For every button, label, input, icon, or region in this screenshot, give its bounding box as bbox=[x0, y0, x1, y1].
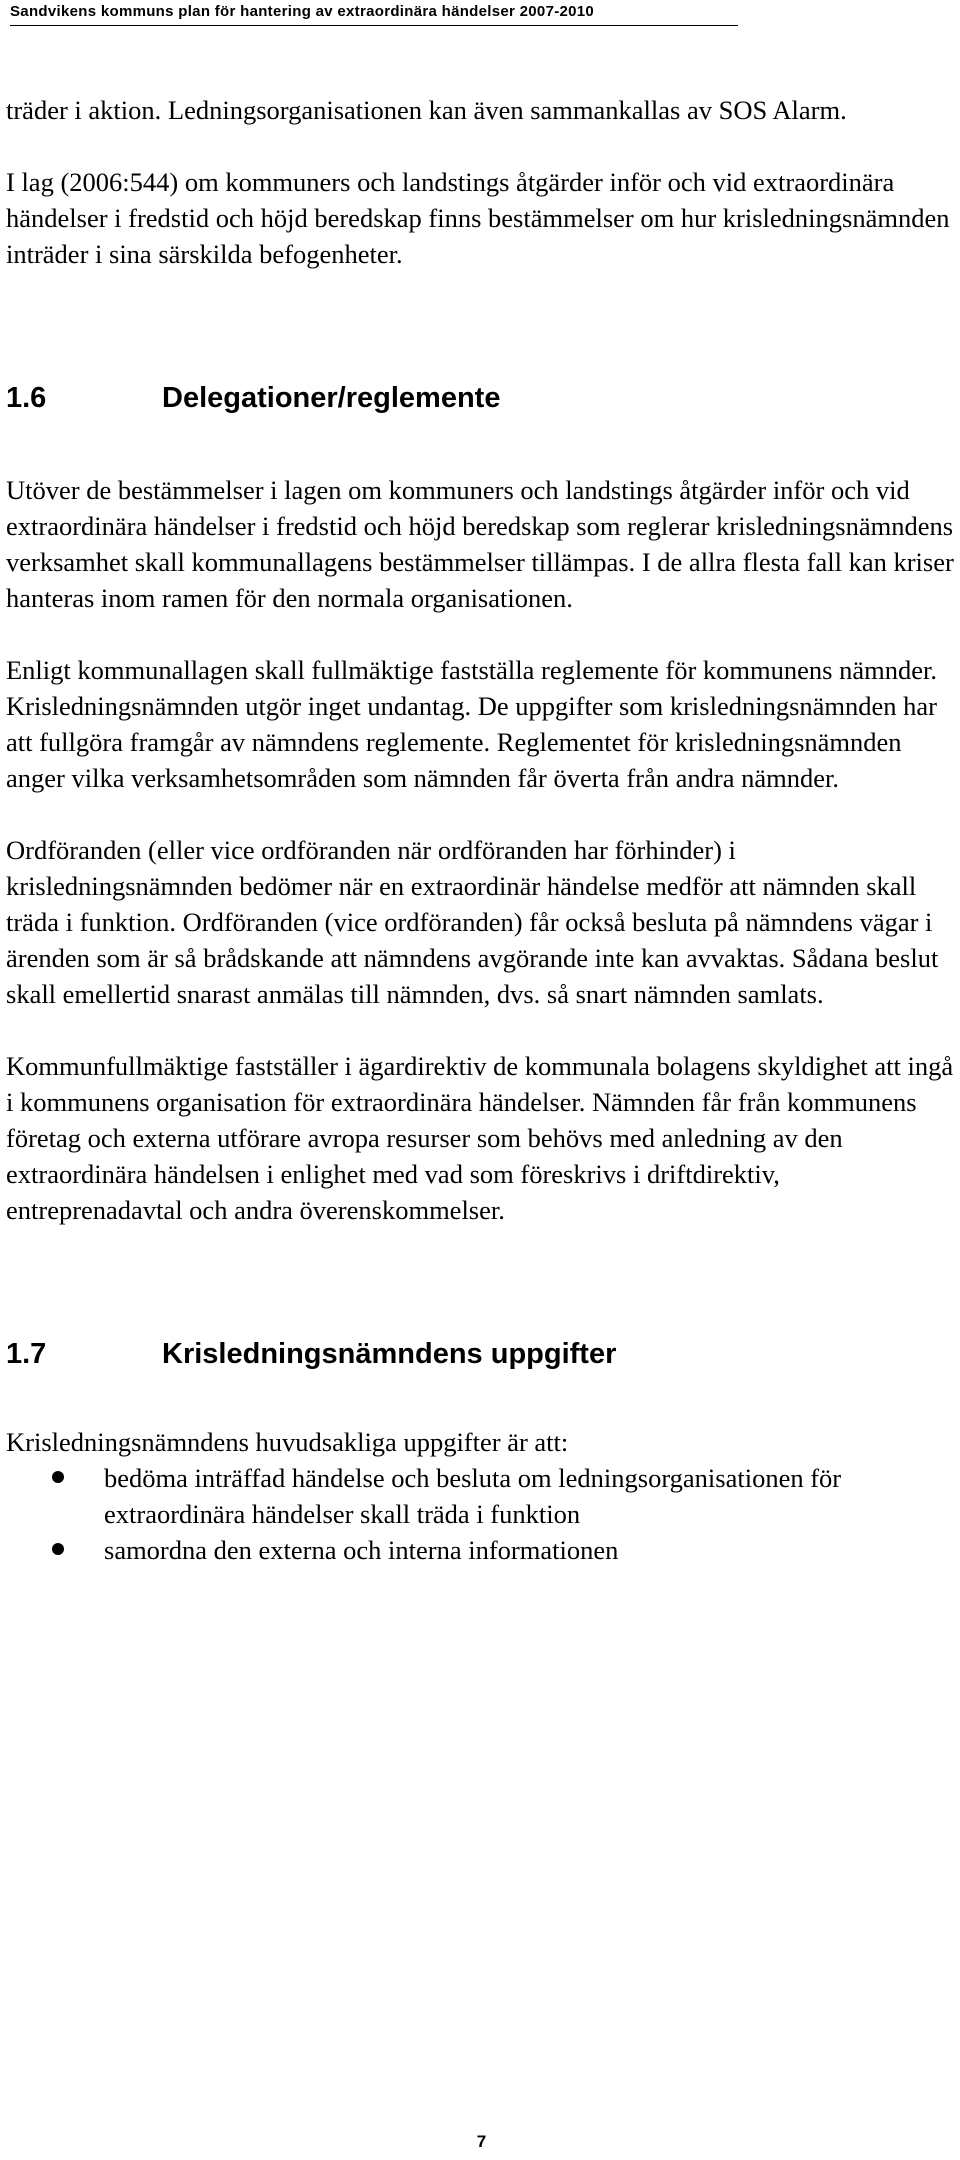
paragraph: Enligt kommunallagen skall fullmäktige fastställa reglemente för kommunens nämnder. Krisledningsnämnden utgör inget undantag. De uppgifter som krisledningsnämnden har att fullgöra framgår av nämndens reglemente. Reglementet för krisledningsnämnden anger vilka verksamhetsområden som nämnden får överta från andra nämnder. bbox=[6, 655, 937, 793]
section-heading-1-6 bbox=[6, 380, 960, 416]
section-number: 1.7 bbox=[6, 1338, 47, 1370]
section-title: Delegationer/reglemente bbox=[162, 382, 501, 414]
bullet-list bbox=[6, 1460, 960, 1568]
paragraph: Ordföranden (eller vice ordföranden när ordföranden har förhinder) i krisledningsnämnden bedömer när en extraordinär händelse medför att nämnden skall träda i funktion. Ordföranden (vice ordföranden) får också besluta på nämndens vägar i ärenden som är så brådskande att nämndens avgörande inte kan avvaktas. Sådana beslut skall emellertid snarast anmälas till nämnden, dvs. så snart nämnden samlats. bbox=[6, 835, 939, 1009]
section-number: 1.6 bbox=[6, 382, 47, 414]
section-title: Krisledningsnämndens uppgifter bbox=[162, 1338, 617, 1370]
bullet-icon bbox=[52, 1543, 64, 1555]
bullet-icon bbox=[52, 1471, 64, 1483]
paragraph: Kommunfullmäktige fastställer i ägardirektiv de kommunala bolagens skyldighet att ingå i kommunens organisation för extraordinära händelser. Nämnden får från kommunens företag och externa utförare avropa resurser som behövs med anledning av den extraordinära händelsen i enlighet med vad som föreskrivs i driftdirektiv, entreprenadavtal och andra överenskommelser. bbox=[6, 1051, 954, 1225]
list-item bbox=[6, 1460, 960, 1532]
page-header-title: Sandvikens kommuns plan för hantering av extraordinära händelser 2007-2010 bbox=[10, 3, 595, 20]
paragraph: träder i aktion. Ledningsorganisationen kan även sammankallas av SOS Alarm. bbox=[6, 95, 847, 125]
list-intro: Krisledningsnämndens huvudsakliga uppgifter är att: bbox=[6, 1427, 569, 1457]
section-heading-1-7 bbox=[6, 1336, 960, 1372]
paragraph: Utöver de bestämmelser i lagen om kommuners och landstings åtgärder inför och vid extraordinära händelser i fredstid och höjd beredskap som reglerar krisledningsnämndens verksamhet skall kommunallagens bestämmelser tillämpas. I de allra flesta fall kan kriser hanteras inom ramen för den normala organisationen. bbox=[6, 475, 954, 613]
list-item-text: samordna den externa och interna informationen bbox=[104, 1535, 619, 1565]
paragraph: I lag (2006:544) om kommuners och landstings åtgärder inför och vid extraordinära händelser i fredstid och höjd beredskap finns bestämmelser om hur krisledningsnämnden inträder i sina särskilda befogenheter. bbox=[6, 167, 950, 269]
list-item bbox=[6, 1532, 960, 1568]
list-item-text: bedöma inträffad händelse och besluta om ledningsorganisationen för extraordinära händelser skall träda i funktion bbox=[104, 1463, 842, 1529]
page-number: 7 bbox=[476, 2132, 487, 2151]
document-body bbox=[6, 92, 960, 1568]
page-header bbox=[10, 0, 738, 34]
